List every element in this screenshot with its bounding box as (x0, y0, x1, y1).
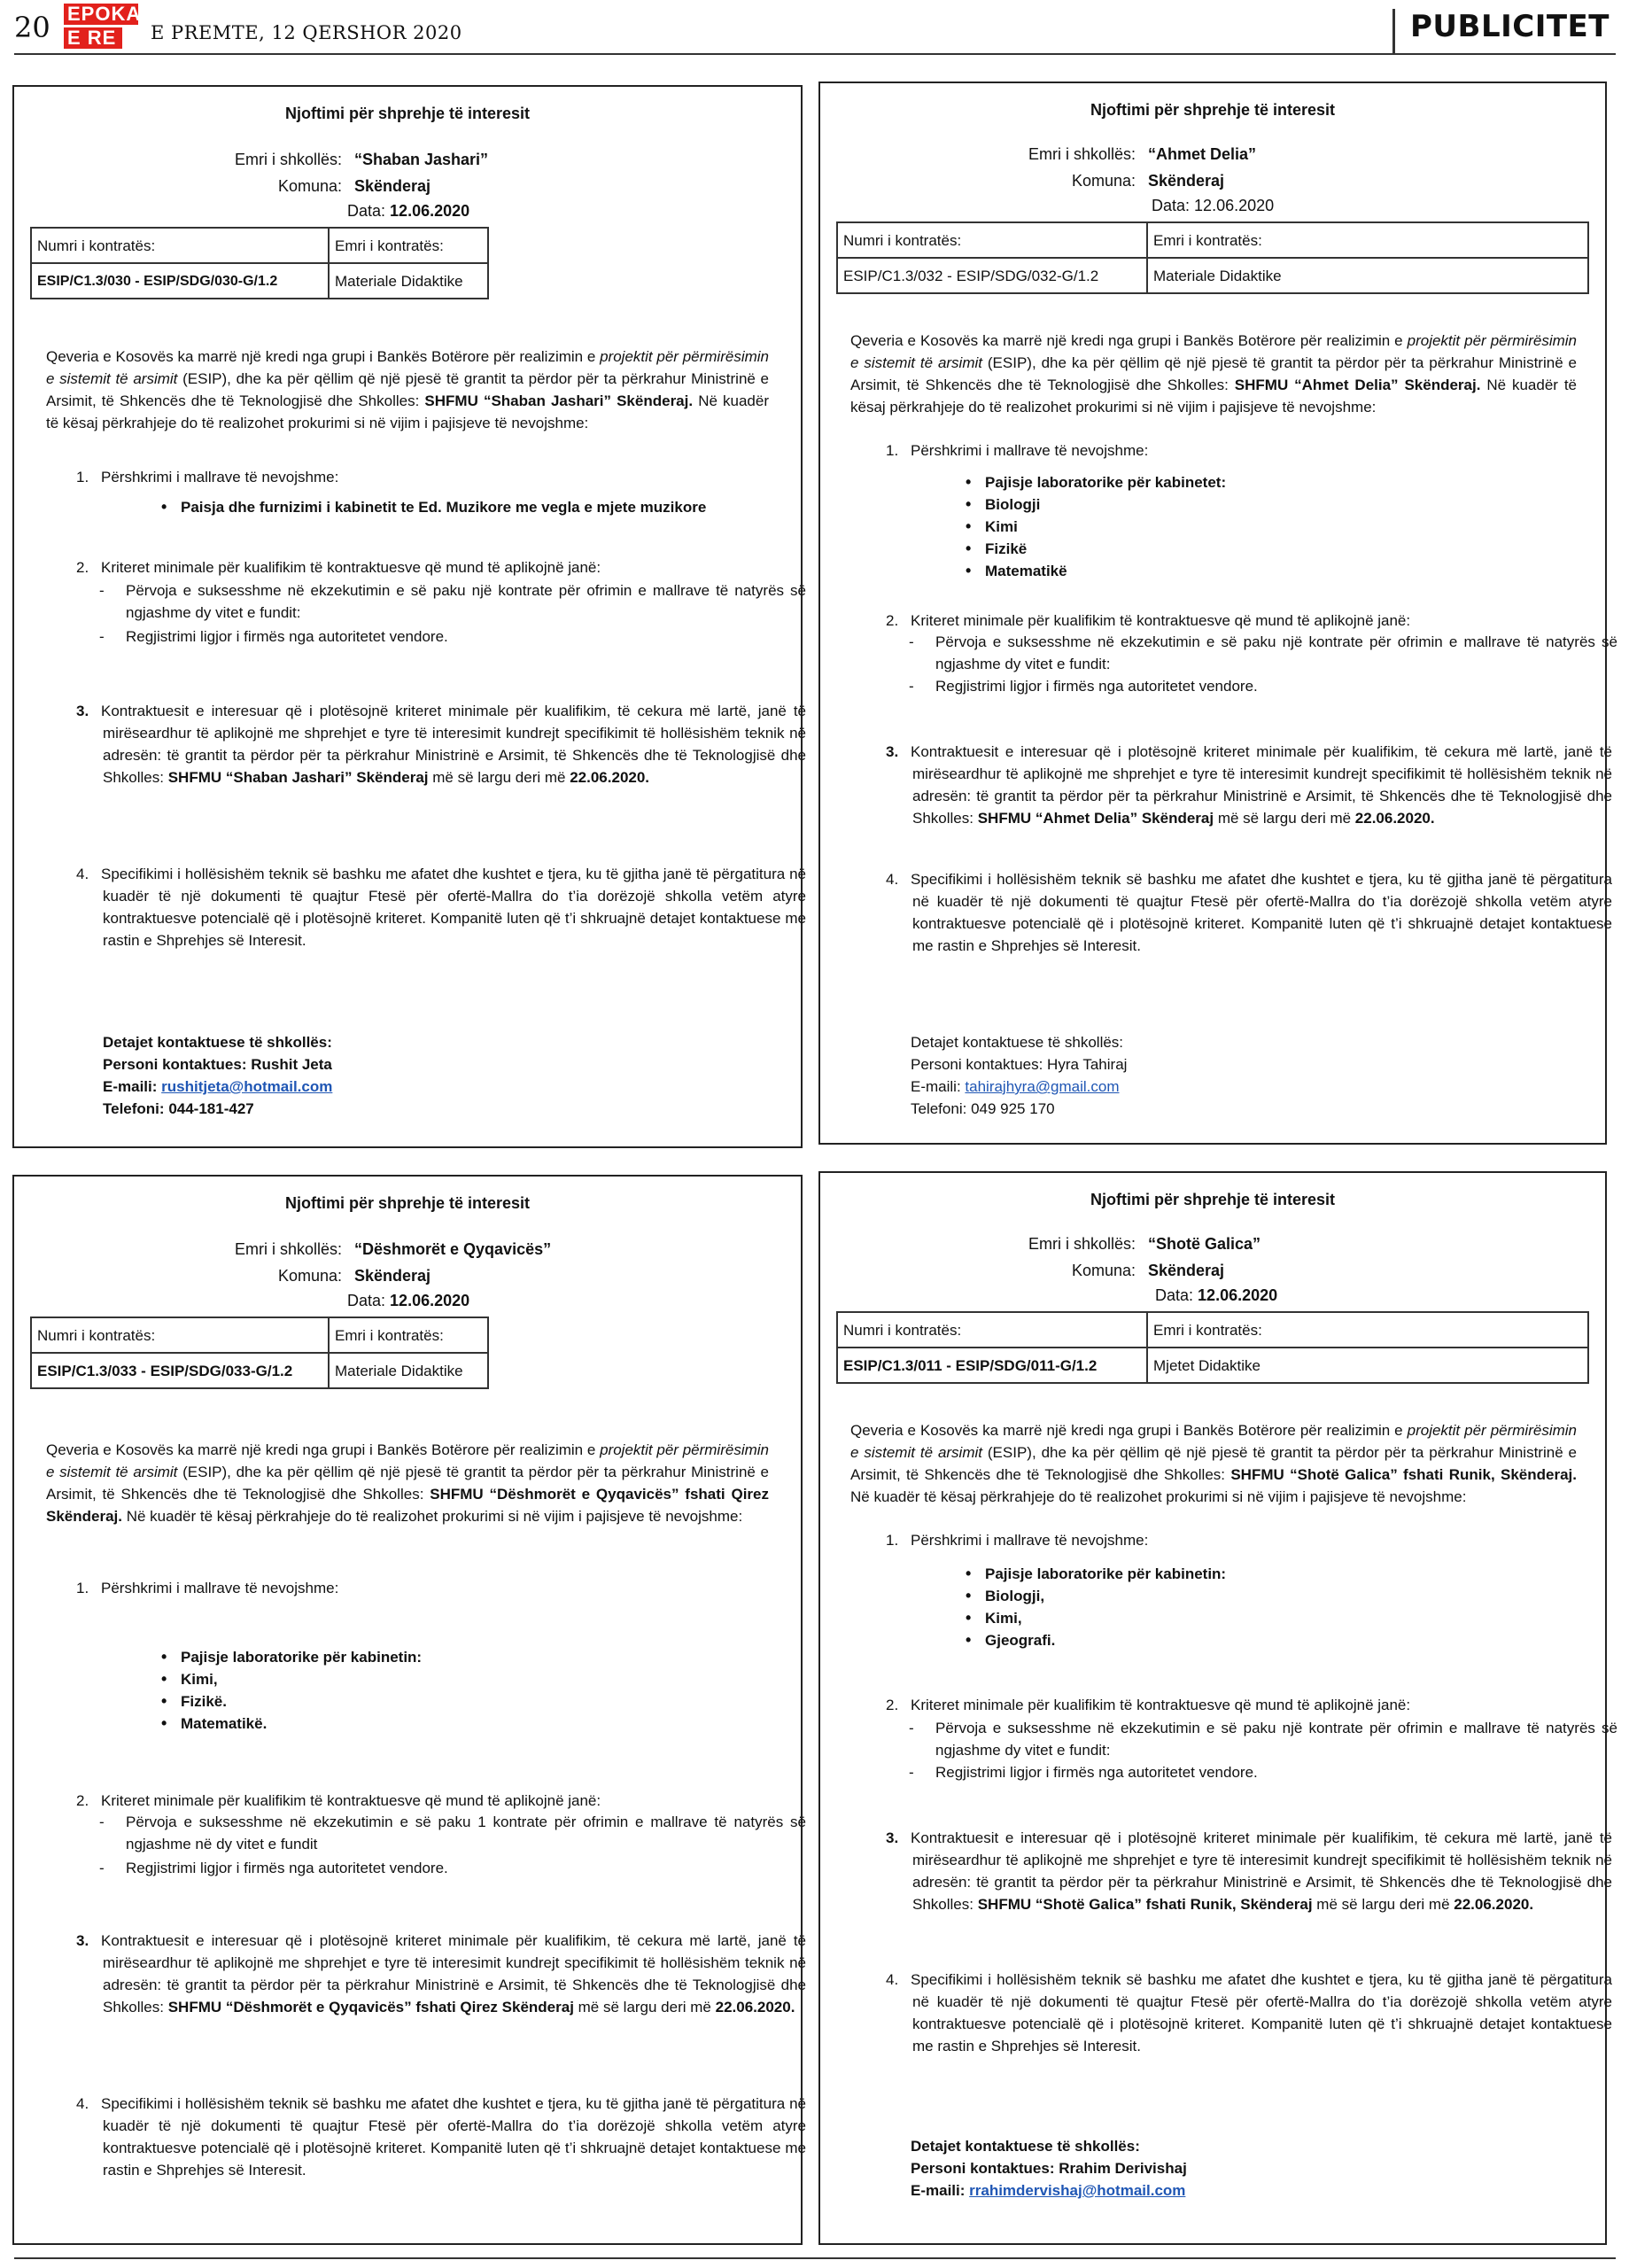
goods-list: • Pajisje laboratorike për kabinetet: • Biologji • Kimi • Fizikë • Matematikë (966, 471, 1497, 582)
notice-title: Njoftimi për shprehje të interesit (284, 105, 531, 122)
intro-paragraph: Qeveria e Kosovës ka marrë një kredi nga grupi i Bankës Botërore për realizimin e projektit për përmirësimin e sistemit të arsimit (ESIP), dhe ka për qëllim që një pjesë të grantit ta përdor për ta përkrahur Ministrinë e Arsimit, të Shkencës dhe të Teknologjisë dhe Shkolles: SHFMU “Ahmet Delia” Skënderaj. Në kuadër të kësaj përkrahjeje do të realizohet prokurimi si në vijim i pajisjeve të nevojshme: (850, 332, 1578, 416)
contract-number: ESIP/C1.3/030 - ESIP/SDG/030-G/1.2 (31, 263, 329, 299)
item-2: 2. Kriteret minimale për kualifikim të kontraktuesve që mund të aplikojnë janë: (886, 1697, 1411, 1713)
item-2: 2. Kriteret minimale për kualifikim të kontraktuesve që mund të aplikojnë janë: (76, 559, 601, 576)
contract-number: ESIP/C1.3/032 - ESIP/SDG/032-G/1.2 (837, 258, 1147, 293)
item-3: 3. Kontraktuesit e interesuar që i plotësojnë kriteret minimale për kualifikim, të cekura më lartë, janë të mirëseardhur të aplikojnë me shprehjet e tyre të interesimit kundrejt specifikimit të hollësishëm teknik në adresën: të grantit ta përdor për ta përkrahur Ministrinë e Arsimit, të Shkencës dhe të Teknologjisë dhe Shkolles: SHFMU “Shotë Galica” fshati Runik, Skënderaj më së largu deri më 22.06.2020. (886, 1829, 1612, 1913)
item-4: 4. Specifikimi i hollësishëm teknik së bashku me afatet dhe kushtet e tjera, ku të gjitha janë të përgatitura në kuadër të një dokumenti të quajtur Ftesë për ofertë-Mallra do t’ia dorëzojë shkolla vetëm atyre kontraktuesve potencialë që i plotësojnë kriteret. Kompanitë luten që t’i shkruajnë detajet kontaktuese me rastin e Shprehjes së Interesit. (886, 1971, 1612, 2054)
criterion-2: - Regjistrimi ligjor i firmës nga autoritetet vendore. (909, 1764, 1258, 1781)
item-3: 3. Kontraktuesit e interesuar që i plotësojnë kriteret minimale për kualifikim, të cekura më lartë, janë të mirëseardhur të aplikojnë me shprehjet e tyre të interesimit kundrejt specifikimit të hollësishëm teknik në adresën: të grantit ta përdor për ta përkrahur Ministrinë e Arsimit, të Shkencës dhe të Teknologjisë dhe Shkolles: SHFMU “Dëshmorët e Qyqavicës” fshati Qirez Skënderaj më së largu deri më 22.06.2020. (76, 1932, 806, 2016)
item-4: 4. Specifikimi i hollësishëm teknik së bashku me afatet dhe kushtet e tjera, ku të gjitha janë të përgatitura në kuadër të një dokumenti të quajtur Ftesë për ofertë-Mallra do t’ia dorëzojë shkolla vetëm atyre kontraktuesve potencialë që i plotësojnë kriteret. Kompanitë luten që t’i shkruajnë detajet kontaktuese me rastin e Shprehjes së Interesit. (886, 871, 1612, 954)
notice-title: Njoftimi për shprehje të interesit (1090, 101, 1336, 119)
criterion-1: - Përvoja e suksesshme në ekzekutimin e së paku një kontrate për ofrimin e mallrave të natyrës së ngjashme dy vitet e fundit: (99, 582, 806, 621)
contact-details: Detajet kontaktuese të shkollës: Personi kontaktues: Rushit Jeta E-maili: rushitjeta@hotmail.com Telefoni: 044-181-427 (103, 1034, 333, 1117)
contact-email[interactable]: rushitjeta@hotmail.com (161, 1078, 333, 1095)
school-name: “Ahmet Delia” (1148, 145, 1257, 163)
contract-name: Mjetet Didaktike (1147, 1348, 1588, 1383)
criterion-2: - Regjistrimi ligjor i firmës nga autoritetet vendore. (99, 1860, 448, 1876)
notice-shote-galica: Njoftimi për shprehje të interesit Emri i shkollës: “Shotë Galica” Komuna: Skënderaj Data: 12.06.2020 Numri i kontratës: Emri i kontratës: ESIP/C1.3/011 - ESIP/SDG/011-G/1.2 Mjetet Didaktike Qeveria e Kosovës ka marrë një kredi nga grupi i Bankës Botërore për realizimin e projektit për përmirësimin e sistemit të arsimit (ESIP), dhe ka për qëllim që një pjesë të grantit ta përdor për ta përkrahur Ministrinë e Arsimit, të Shkencës dhe të Teknologjisë dhe Shkolles: SHFMU “Shotë Galica” fshati Runik, Skënderaj. Në kuadër të kësaj përkrahjeje do të realizohet prokurimi si në vijim i pajisjeve të nevojshme: 1. Përshkrimi i mallrave të nevojshme: • Pajisje laboratorike për kabinetin: • Biologji, • Kimi, • Gjeografi. 2. Kriteret minimale për kualifikim të kontraktuesve që mund të aplikojnë janë: - Përvoja e suksesshme në ekzekutimin e së paku një kontrate për ofrimin e mallrave të natyrës së ngjashme dy vitet e fundit: - Regjistrimi ligjor i firmës nga autoritetet vendore. 3. Kontraktuesit e interesuar që i plotësojnë kriteret minimale për kualifikim, të cekura më lartë, janë të mirëseardhur të aplikojnë me shprehjet e tyre të interesimit kundrejt specifikimit të hollësishëm teknik në adresën: të grantit ta përdor për ta përkrahur Ministrinë e Arsimit, të Shkencës dhe të Teknologjisë dhe Shkolles: SHFMU “Shotë Galica” fshati Runik, Skënderaj më së largu deri më 22.06.2020. 4. Specifikimi i hollësishëm teknik së bashku me afatet dhe kushtet e tjera, ku të gjitha janë të përgatitura në kuadër të një dokumenti të quajtur Ftesë për ofertë-Mallra do t’ia dorëzojë shkolla vetëm atyre kontraktuesve potencialë që i plotësojnë kriteret. Kompanitë luten që t’i shkruajnë detajet kontaktuese me rastin e Shprehjes së Interesit. Detajet kontaktuese të shkollës: Personi kontaktues: Rrahim Derivishaj E-maili: rrahimdervishaj@hotmail.com (818, 1171, 1607, 2245)
contact-phone: 049 925 170 (971, 1100, 1055, 1117)
notice-title: Njoftimi për shprehje të interesit (284, 1194, 531, 1212)
issue-date: E PREMTE, 12 QERSHOR 2020 (151, 22, 462, 43)
item-1: 1. Përshkrimi i mallrave të nevojshme: (76, 469, 339, 485)
commune: Skënderaj (354, 1267, 431, 1285)
contact-email[interactable]: tahirajhyra@gmail.com (965, 1078, 1120, 1095)
contact-person: Hyra Tahiraj (1047, 1056, 1128, 1073)
item-1: 1. Përshkrimi i mallrave të nevojshme: (886, 442, 1149, 459)
contact-details: Detajet kontaktuese të shkollës: Personi kontaktues: Hyra Tahiraj E-maili: tahirajhyra@gmail.com Telefoni: 049 925 170 (911, 1034, 1128, 1117)
criterion-2: - Regjistrimi ligjor i firmës nga autoritetet vendore. (909, 678, 1258, 695)
school-name: “Shotë Galica” (1148, 1235, 1261, 1253)
criterion-1: - Përvoja e suksesshme në ekzekutimin e së paku një kontrate për ofrimin e mallrave të natyrës së ngjashme dy vitet e fundit: (909, 633, 1617, 672)
contract-name: Materiale Didaktike (1147, 258, 1588, 293)
header-rule (14, 53, 1616, 55)
goods-list: • Pajisje laboratorike për kabinetin: • Biologji, • Kimi, • Gjeografi. (966, 1563, 1497, 1651)
contract-table: Numri i kontratës: Emri i kontratës: ESIP/C1.3/030 - ESIP/SDG/030-G/1.2 Materiale Didaktike (30, 227, 489, 299)
item-2: 2. Kriteret minimale për kualifikim të kontraktuesve që mund të aplikojnë janë: (76, 1792, 601, 1809)
page-header (0, 0, 1629, 55)
contact-email[interactable]: rrahimdervishaj@hotmail.com (969, 2182, 1186, 2199)
notice-ahmet-delia: Njoftimi për shprehje të interesit Emri i shkollës: “Ahmet Delia” Komuna: Skënderaj Data: 12.06.2020 Numri i kontratës: Emri i kontratës: ESIP/C1.3/032 - ESIP/SDG/032-G/1.2 Materiale Didaktike Qeveria e Kosovës ka marrë një kredi nga grupi i Bankës Botërore për realizimin e projektit për përmirësimin e sistemit të arsimit (ESIP), dhe ka për qëllim që një pjesë të grantit ta përdor për ta përkrahur Ministrinë e Arsimit, të Shkencës dhe të Teknologjisë dhe Shkolles: SHFMU “Ahmet Delia” Skënderaj. Në kuadër të kësaj përkrahjeje do të realizohet prokurimi si në vijim i pajisjeve të nevojshme: 1. Përshkrimi i mallrave të nevojshme: • Pajisje laboratorike për kabinetet: • Biologji • Kimi • Fizikë • Matematikë 2. Kriteret minimale për kualifikim të kontraktuesve që mund të aplikojnë janë: - Përvoja e suksesshme në ekzekutimin e së paku një kontrate për ofrimin e mallrave të natyrës së ngjashme dy vitet e fundit: - Regjistrimi ligjor i firmës nga autoritetet vendore. 3. Kontraktuesit e interesuar që i plotësojnë kriteret minimale për kualifikim, të cekura më lartë, janë të mirëseardhur të aplikojnë me shprehjet e tyre të interesimit kundrejt specifikimit të hollësishëm teknik në adresën: të grantit ta përdor për ta përkrahur Ministrinë e Arsimit, të Shkencës dhe të Teknologjisë dhe Shkolles: SHFMU “Ahmet Delia” Skënderaj më së largu deri më 22.06.2020. 4. Specifikimi i hollësishëm teknik së bashku me afatet dhe kushtet e tjera, ku të gjitha janë të përgatitura në kuadër të një dokumenti të quajtur Ftesë për ofertë-Mallra do t’ia dorëzojë shkolla vetëm atyre kontraktuesve potencialë që i plotësojnë kriteret. Kompanitë luten që t’i shkruajnë detajet kontaktuese me rastin e Shprehjes së Interesit. Detajet kontaktuese të shkollës: Personi kontaktues: Hyra Tahiraj E-maili: tahirajhyra@gmail.com Telefoni: 049 925 170 (818, 82, 1607, 1145)
criterion-1: - Përvoja e suksesshme në ekzekutimin e së paku një kontrate për ofrimin e mallrave të natyrës së ngjashme dy vitet e fundit: (909, 1720, 1617, 1759)
contact-person: Rrahim Derivishaj (1059, 2160, 1187, 2177)
contract-table: Numri i kontratës: Emri i kontratës: ESIP/C1.3/032 - ESIP/SDG/032-G/1.2 Materiale Didaktike (836, 221, 1589, 294)
intro-paragraph: Qeveria e Kosovës ka marrë një kredi nga grupi i Bankës Botërore për realizimin e projektit për përmirësimin e sistemit të arsimit (ESIP), dhe ka për qëllim që një pjesë të grantit ta përdor për ta përkrahur Ministrinë e Arsimit, të Shkencës dhe të Teknologjisë dhe Shkolles: SHFMU “Dëshmorët e Qyqavicës” fshati Qirez Skënderaj. Në kuadër të kësaj përkrahjeje do të realizohet prokurimi si në vijim i pajisjeve të nevojshme: (46, 1441, 770, 1525)
criterion-2: - Regjistrimi ligjor i firmës nga autoritetet vendore. (99, 628, 448, 645)
item-4: 4. Specifikimi i hollësishëm teknik së bashku me afatet dhe kushtet e tjera, ku të gjitha janë të përgatitura në kuadër të një dokumenti të quajtur Ftesë për ofertë-Mallra do t’ia dorëzojë shkolla vetëm atyre kontraktuesve potencialë që i plotësojnë kriteret. Kompanitë luten që t’i shkruajnë detajet kontaktuese me rastin e Shprehjes së Interesit. (76, 866, 806, 949)
commune: Skënderaj (1148, 172, 1225, 190)
item-1: 1. Përshkrimi i mallrave të nevojshme: (76, 1580, 339, 1596)
notice-shaban-jashari: Njoftimi për shprehje të interesit Emri i shkollës: “Shaban Jashari” Komuna: Skënderaj Data: 12.06.2020 Numri i kontratës: Emri i kontratës: ESIP/C1.3/030 - ESIP/SDG/030-G/1.2 Materiale Didaktike Qeveria e Kosovës ka marrë një kredi nga grupi i Bankës Botërore për realizimin e projektit për përmirësimin e sistemit të arsimit (ESIP), dhe ka për qëllim që një pjesë të grantit ta përdor për ta përkrahur Ministrinë e Arsimit, të Shkencës dhe të Teknologjisë dhe Shkolles: SHFMU “Shaban Jashari” Skënderaj. Në kuadër të kësaj përkrahjeje do të realizohet prokurimi si në vijim i pajisjeve të nevojshme: 1. Përshkrimi i mallrave të nevojshme: • Paisja dhe furnizimi i kabinetit te Ed. Muzikore me vegla e mjete muzikore 2. Kriteret minimale për kualifikim të kontraktuesve që mund të aplikojnë janë: - Përvoja e suksesshme në ekzekutimin e së paku një kontrate për ofrimin e mallrave të natyrës së ngjashme dy vitet e fundit: - Regjistrimi ligjor i firmës nga autoritetet vendore. 3. Kontraktuesit e interesuar që i plotësojnë kriteret minimale për kualifikim, të cekura më lartë, janë të mirëseardhur të aplikojnë me shprehjet e tyre të interesimit kundrejt specifikimit të hollësishëm teknik në adresën: të grantit ta përdor për ta përkrahur Ministrinë e Arsimit, të Shkencës dhe të Teknologjisë dhe Shkolles: SHFMU “Shaban Jashari” Skënderaj më së largu deri më 22.06.2020. 4. Specifikimi i hollësishëm teknik së bashku me afatet dhe kushtet e tjera, ku të gjitha janë të përgatitura në kuadër të një dokumenti të quajtur Ftesë për ofertë-Mallra do t’ia dorëzojë shkolla vetëm atyre kontraktuesve potencialë që i plotësojnë kriteret. Kompanitë luten që t’i shkruajnë detajet kontaktuese me rastin e Shprehjes së Interesit. Detajet kontaktuese të shkollës: Personi kontaktues: Rushit Jeta E-maili: rushitjeta@hotmail.com Telefoni: 044-181-427 (12, 85, 803, 1148)
goods-list: • Paisja dhe furnizimi i kabinetit te Ed. Muzikore me vegla e mjete muzikore (161, 496, 781, 518)
school-name: “Dëshmorët e Qyqavicës” (354, 1240, 552, 1258)
contract-name: Materiale Didaktike (329, 263, 488, 299)
item-4: 4. Specifikimi i hollësishëm teknik së bashku me afatet dhe kushtet e tjera, ku të gjitha janë të përgatitura në kuadër të një dokumenti të quajtur Ftesë për ofertë-Mallra do t’ia dorëzojë shkolla vetëm atyre kontraktuesve potencialë që i plotësojnë kriteret. Kompanitë luten që t’i shkruajnë detajet kontaktuese me rastin e Shprehjes së Interesit. (76, 2095, 806, 2179)
item-3: 3. Kontraktuesit e interesuar që i plotësojnë kriteret minimale për kualifikim, të cekura më lartë, janë të mirëseardhur të aplikojnë me shprehjet e tyre të interesimit kundrejt specifikimit të hollësishëm teknik në adresën: të grantit ta përdor për ta përkrahur Ministrinë e Arsimit, të Shkencës dhe të Teknologjisë dhe Shkolles: SHFMU “Ahmet Delia” Skënderaj më së largu deri më 22.06.2020. (886, 743, 1612, 827)
notice-date: 12.06.2020 (1198, 1286, 1278, 1304)
contact-details: Detajet kontaktuese të shkollës: Personi kontaktues: Rrahim Derivishaj E-maili: rrahimdervishaj@hotmail.com (911, 2138, 1187, 2199)
section-title: PUBLICITET (1410, 9, 1610, 44)
notice-title: Njoftimi për shprehje të interesit (1090, 1191, 1336, 1208)
notice-date: 12.06.2020 (1194, 197, 1275, 214)
item-1: 1. Përshkrimi i mallrave të nevojshme: (886, 1532, 1149, 1549)
criterion-1: - Përvoja e suksesshme në ekzekutimin e së paku 1 kontrate për ofrimin e mallrave të natyrës së ngjashme në dy vitet e fundit (99, 1814, 806, 1852)
page-number: 20 (14, 11, 50, 44)
commune: Skënderaj (1148, 1262, 1225, 1279)
intro-paragraph: Qeveria e Kosovës ka marrë një kredi nga grupi i Bankës Botërore për realizimin e projektit për përmirësimin e sistemit të arsimit (ESIP), dhe ka për qëllim që një pjesë të grantit ta përdor për ta përkrahur Ministrinë e Arsimit, të Shkencës dhe të Teknologjisë dhe Shkolles: SHFMU “Shaban Jashari” Skënderaj. Në kuadër të kësaj përkrahjeje do të realizohet prokurimi si në vijim i pajisjeve të nevojshme: (46, 348, 770, 431)
contract-number: ESIP/C1.3/011 - ESIP/SDG/011-G/1.2 (837, 1348, 1147, 1383)
contact-phone: 044-181-427 (168, 1100, 254, 1117)
item-3: 3. Kontraktuesit e interesuar që i plotësojnë kriteret minimale për kualifikim, të cekura më lartë, janë të mirëseardhur të aplikojnë me shprehjet e tyre të interesimit kundrejt specifikimit të hollësishëm teknik në adresën: të grantit ta përdor për ta përkrahur Ministrinë e Arsimit, të Shkencës dhe të Teknologjisë dhe Shkolles: SHFMU “Shaban Jashari” Skënderaj më së largu deri më 22.06.2020. (76, 703, 806, 786)
goods-list: • Pajisje laboratorike për kabinetin: • Kimi, • Fizikë. • Matematikë. (161, 1646, 693, 1735)
commune: Skënderaj (354, 177, 431, 195)
item-2: 2. Kriteret minimale për kualifikim të kontraktuesve që mund të aplikojnë janë: (886, 612, 1411, 629)
contact-person: Rushit Jeta (251, 1056, 332, 1073)
logo-bottom: E RE (64, 27, 122, 49)
contract-name: Materiale Didaktike (329, 1353, 488, 1388)
intro-paragraph: Qeveria e Kosovës ka marrë një kredi nga grupi i Bankës Botërore për realizimin e projektit për përmirësimin e sistemit të arsimit (ESIP), dhe ka për qëllim që një pjesë të grantit ta përdor për ta përkrahur Ministrinë e Arsimit, të Shkencës dhe të Teknologjisë dhe Shkolles: SHFMU “Shotë Galica” fshati Runik, Skënderaj. Në kuadër të kësaj përkrahjeje do të realizohet prokurimi si në vijim i pajisjeve të nevojshme: (850, 1422, 1577, 1505)
notice-deshmoret-e-qyqavices: Njoftimi për shprehje të interesit Emri i shkollës: “Dëshmorët e Qyqavicës” Komuna: Skënderaj Data: 12.06.2020 Numri i kontratës: Emri i kontratës: ESIP/C1.3/033 - ESIP/SDG/033-G/1.2 Materiale Didaktike Qeveria e Kosovës ka marrë një kredi nga grupi i Bankës Botërore për realizimin e projektit për përmirësimin e sistemit të arsimit (ESIP), dhe ka për qëllim që një pjesë të grantit ta përdor për ta përkrahur Ministrinë e Arsimit, të Shkencës dhe të Teknologjisë dhe Shkolles: SHFMU “Dëshmorët e Qyqavicës” fshati Qirez Skënderaj. Në kuadër të kësaj përkrahjeje do të realizohet prokurimi si në vijim i pajisjeve të nevojshme: 1. Përshkrimi i mallrave të nevojshme: • Pajisje laboratorike për kabinetin: • Kimi, • Fizikë. • Matematikë. 2. Kriteret minimale për kualifikim të kontraktuesve që mund të aplikojnë janë: - Përvoja e suksesshme në ekzekutimin e së paku 1 kontrate për ofrimin e mallrave të natyrës së ngjashme në dy vitet e fundit - Regjistrimi ligjor i firmës nga autoritetet vendore. 3. Kontraktuesit e interesuar që i plotësojnë kriteret minimale për kualifikim, të cekura më lartë, janë të mirëseardhur të aplikojnë me shprehjet e tyre të interesimit kundrejt specifikimit të hollësishëm teknik në adresën: të grantit ta përdor për ta përkrahur Ministrinë e Arsimit, të Shkencës dhe të Teknologjisë dhe Shkolles: SHFMU “Dëshmorët e Qyqavicës” fshati Qirez Skënderaj më së largu deri më 22.06.2020. 4. Specifikimi i hollësishëm teknik së bashku me afatet dhe kushtet e tjera, ku të gjitha janë të përgatitura në kuadër të një dokumenti të quajtur Ftesë për ofertë-Mallra do t’ia dorëzojë shkolla vetëm atyre kontraktuesve potencialë që i plotësojnë kriteret. Kompanitë luten që t’i shkruajnë detajet kontaktuese me rastin e Shprehjes së Interesit. (12, 1175, 803, 2245)
notice-date: 12.06.2020 (390, 1292, 470, 1309)
logo-top: EPOKA (64, 4, 138, 25)
notice-date: 12.06.2020 (390, 202, 470, 220)
contract-number: ESIP/C1.3/033 - ESIP/SDG/033-G/1.2 (31, 1353, 329, 1388)
contract-table: Numri i kontratës: Emri i kontratës: ESIP/C1.3/011 - ESIP/SDG/011-G/1.2 Mjetet Didaktike (836, 1311, 1589, 1384)
footer-rule (14, 2257, 1616, 2259)
section-divider (1392, 9, 1395, 53)
newspaper-logo (64, 3, 142, 50)
school-name: “Shaban Jashari” (354, 151, 489, 168)
contract-table: Numri i kontratës: Emri i kontratës: ESIP/C1.3/033 - ESIP/SDG/033-G/1.2 Materiale Didaktike (30, 1317, 489, 1389)
